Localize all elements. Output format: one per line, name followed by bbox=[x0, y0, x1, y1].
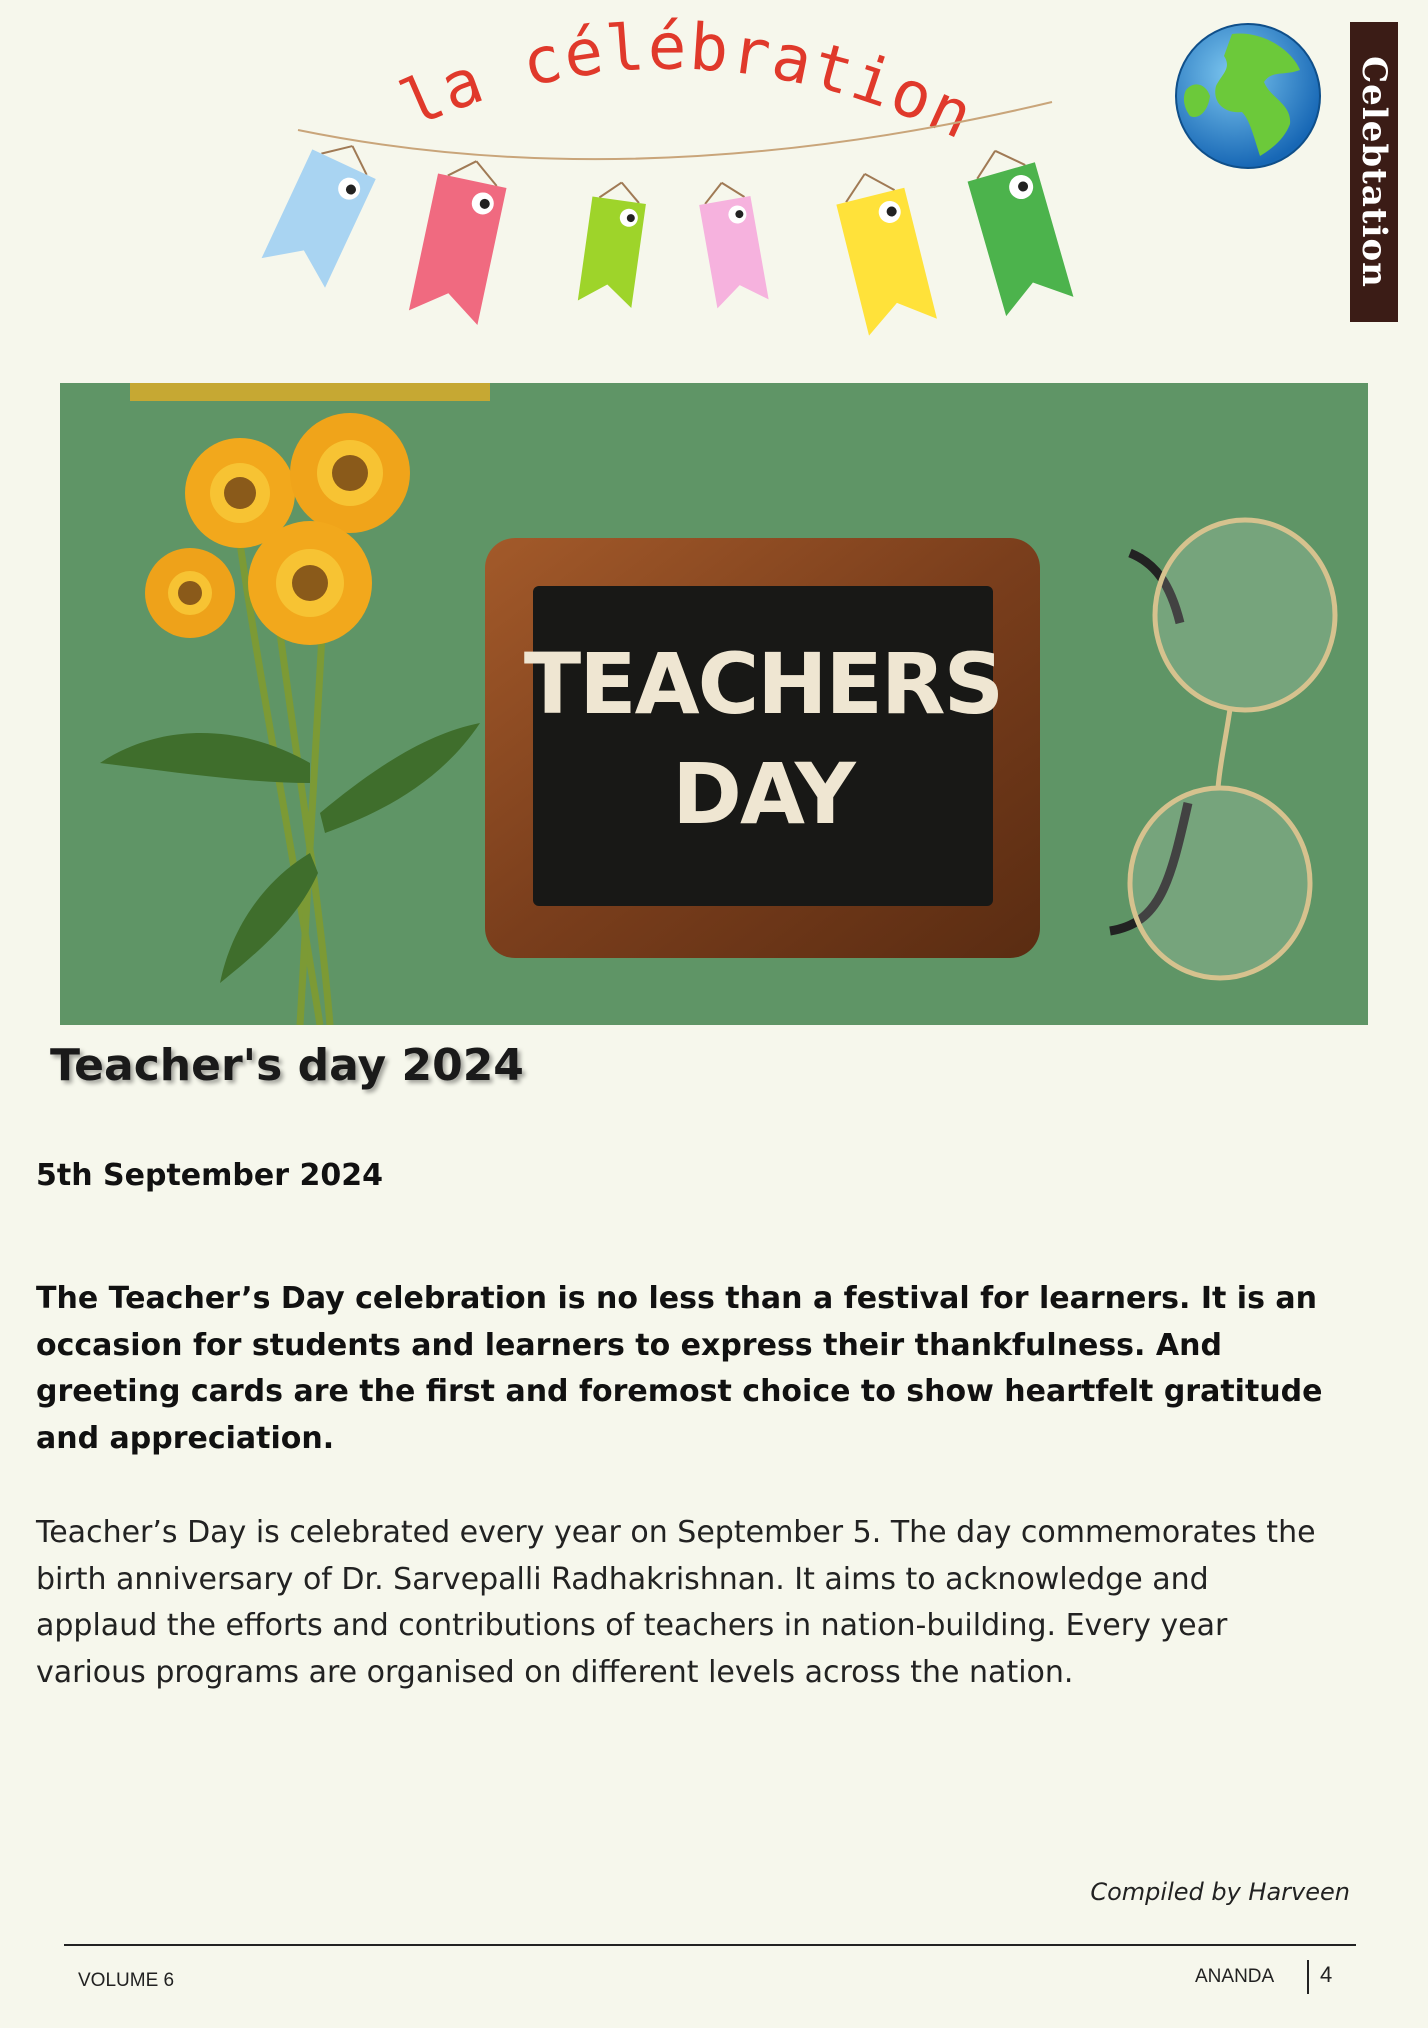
article-date: 5th September 2024 bbox=[36, 1158, 383, 1193]
board-line-1: TEACHERS bbox=[523, 635, 1003, 733]
side-tab bbox=[1350, 22, 1398, 322]
board-line-2: DAY bbox=[672, 745, 854, 843]
article-body: Teacher’s Day is celebrated every year on September 5. The day commemorates the birth anniversary of Dr. Sarvepalli Radhakrishnan. It aims to acknowledge and applaud the efforts and contributions of teachers in nation-building. Every year various programs are organised on different levels across the nation. bbox=[36, 1515, 1316, 1690]
banner-bunting bbox=[240, 10, 1100, 350]
side-tab-label: Celebtation bbox=[1354, 56, 1394, 288]
bunting-flag-yellow bbox=[831, 165, 937, 335]
article-credit: Compiled by Harveen bbox=[1090, 1878, 1350, 1906]
footer-page-divider bbox=[1307, 1960, 1309, 1994]
footer-volume: VOLUME 6 bbox=[78, 1970, 175, 1991]
footer-magazine-name: ANANDA bbox=[1195, 1966, 1275, 1987]
article-title: Teacher's day 2024 bbox=[50, 1040, 524, 1091]
footer-rule bbox=[64, 1944, 1356, 1946]
article-lead: The Teacher’s Day celebration is no less than a festival for learners. It is an occasion for students and learners to express their thankfulness. And greeting cards are the first and foremost choice to show heartfelt gratitude and appreciation. bbox=[36, 1281, 1323, 1456]
bunting-flag-lime bbox=[578, 179, 649, 308]
bunting-flag-red bbox=[409, 154, 511, 325]
globe-icon bbox=[1172, 20, 1324, 172]
footer-page-number: 4 bbox=[1320, 1962, 1333, 1987]
hero-image bbox=[60, 383, 1368, 1025]
bunting-flag-blue bbox=[262, 131, 385, 287]
bunting-flag-green bbox=[962, 141, 1074, 316]
bunting-flag-pink bbox=[696, 178, 769, 308]
chalkboard bbox=[485, 538, 1040, 958]
banner-title: la célébration bbox=[390, 10, 986, 155]
